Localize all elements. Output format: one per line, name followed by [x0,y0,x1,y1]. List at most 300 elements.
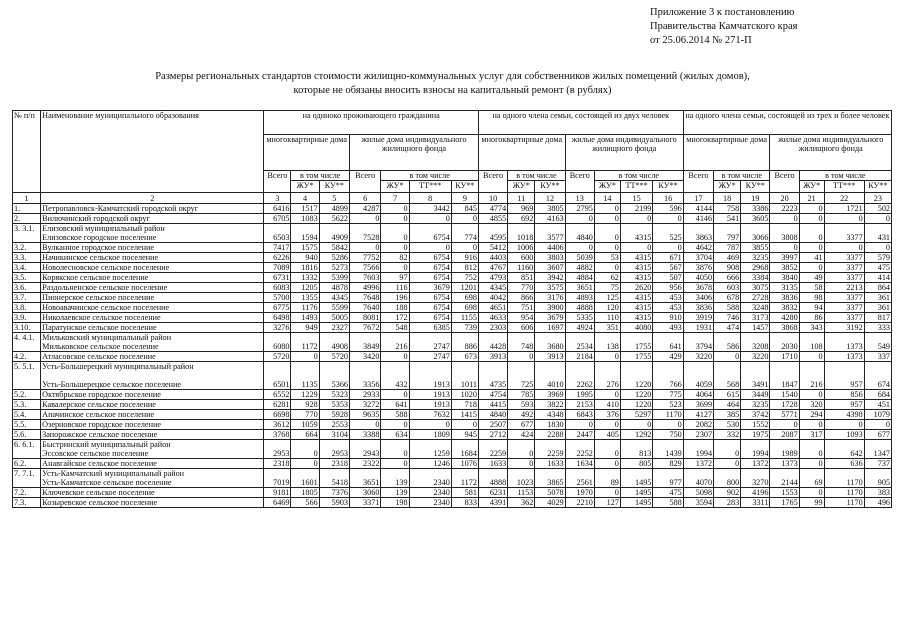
value-cell: 4315 [620,253,653,263]
municipality-name [41,400,264,410]
value-cell: 908 [714,263,741,273]
annex-line-3: от 25.06.2014 № 271-П [650,35,752,46]
municipality-name [41,313,264,323]
value-cell: 405 [594,430,620,440]
value-cell: 5599 [319,303,349,313]
municipality-name-line: Николаевское сельское поселение [42,313,161,322]
value-cell: 0 [508,352,535,362]
value-cell: 3173 [741,313,770,323]
header-zhu: ЖУ* [381,181,409,193]
column-number: 7 [381,193,409,204]
value-cell: 746 [714,313,741,323]
value-cell: 6416 [264,204,291,214]
municipality-name-line: Кавалерское сельское поселение [42,400,156,409]
value-cell: 725 [508,362,535,390]
value-cell: 6754 [409,273,451,283]
value-cell: 0 [594,488,620,498]
value-cell: 1172 [451,469,478,488]
table-row [13,352,892,362]
row-number: 5.4. [13,410,41,420]
value-cell: 5700 [264,293,291,303]
value-cell: 3876 [683,263,713,273]
value-cell: 2728 [741,293,770,303]
column-number: 1 [13,193,41,204]
value-cell: 2322 [350,459,381,469]
municipality-name [41,273,264,283]
value-cell: 2223 [770,204,799,214]
municipality-name-line: Елизовский муниципальный район [42,224,165,233]
municipality-name [41,488,264,498]
value-cell: 1170 [824,488,864,498]
value-cell: 4924 [565,323,594,333]
column-number: 8 [409,193,451,204]
value-cell: 1994 [741,440,770,459]
municipality-name [41,410,264,420]
value-cell: 3852 [770,263,799,273]
value-cell: 7672 [350,323,381,333]
value-cell: 139 [381,469,409,488]
column-number: 14 [594,193,620,204]
value-cell: 3997 [770,253,799,263]
value-cell: 496 [864,498,891,508]
value-cell: 216 [381,333,409,352]
value-cell: 86 [799,313,824,323]
value-cell: 7603 [350,273,381,283]
value-cell: 6385 [409,323,451,333]
value-cell: 474 [714,323,741,333]
municipality-name [41,390,264,400]
value-cell: 3060 [350,488,381,498]
value-cell: 6083 [264,283,291,293]
value-cell: 3913 [535,352,565,362]
value-cell: 748 [508,333,535,352]
value-cell: 6552 [264,390,291,400]
municipality-name-line: Козыревское сельское поселение [42,498,158,507]
value-cell: 1540 [770,390,799,400]
value-cell: 797 [714,224,741,243]
header-ku: КУ** [864,181,891,193]
value-cell: 3607 [535,263,565,273]
value-cell: 0 [381,224,409,243]
row-number: 3. 3.1. [13,224,41,243]
value-cell: 2259 [535,440,565,459]
value-cell: 294 [799,410,824,420]
value-cell: 1913 [409,400,451,410]
value-cell: 940 [291,253,319,263]
value-cell: 4855 [478,214,507,224]
value-cell: 3377 [824,273,864,283]
value-cell: 770 [291,410,319,420]
value-cell: 1913 [409,362,451,390]
value-cell: 4315 [620,263,653,273]
value-cell: 866 [508,293,535,303]
value-cell: 4059 [683,362,713,390]
table-row [13,440,892,459]
value-cell: 1347 [864,440,891,459]
value-cell: 0 [799,214,824,224]
value-cell: 1517 [291,204,319,214]
value-cell: 5720 [319,352,349,362]
value-cell: 6754 [409,313,451,323]
table-row [13,333,892,352]
value-cell: 739 [451,323,478,333]
value-cell: 588 [714,303,741,313]
value-cell: 1495 [620,469,653,488]
value-cell: 4840 [478,410,507,420]
value-cell: 666 [714,273,741,283]
value-cell: 6754 [409,303,451,313]
value-cell: 410 [594,400,620,410]
municipality-name [41,440,264,459]
value-cell: 3377 [824,253,864,263]
value-cell: 588 [653,498,683,508]
value-cell: 0 [291,440,319,459]
value-cell: 1697 [535,323,565,333]
header-zhu: ЖУ* [291,181,319,193]
municipality-name-line: Петропавловск-Камчатский городской округ [42,204,199,213]
value-cell: 110 [594,313,620,323]
value-cell: 1634 [565,459,594,469]
value-cell: 2553 [319,420,349,430]
value-cell: 4315 [620,313,653,323]
value-cell: 579 [864,253,891,263]
value-cell: 0 [770,214,799,224]
municipality-name-line: Паратунское сельское поселение [42,323,157,332]
value-cell: 673 [451,352,478,362]
value-cell: 3742 [741,410,770,420]
value-cell: 2213 [824,283,864,293]
value-cell: 3388 [350,430,381,440]
value-cell: 596 [653,204,683,214]
value-cell: 751 [508,303,535,313]
column-number: 13 [565,193,594,204]
value-cell: 1172 [291,333,319,352]
value-cell: 6503 [264,224,291,243]
value-cell: 0 [799,224,824,243]
value-cell: 3849 [350,333,381,352]
row-number: 5.6. [13,430,41,440]
value-cell: 0 [799,390,824,400]
value-cell: 0 [799,352,824,362]
value-cell: 1259 [409,440,451,459]
value-cell: 4996 [350,283,381,293]
value-cell: 567 [653,263,683,273]
value-cell: 886 [451,333,478,352]
municipality-name-line: Запорожское сельское поселение [42,430,158,439]
value-cell: 568 [714,362,741,390]
row-number: 3.6. [13,283,41,293]
value-cell: 4909 [319,224,349,243]
value-cell: 53 [594,253,620,263]
value-cell: 3371 [350,498,381,508]
header-zhu: ЖУ* [714,181,741,193]
municipality-name-line: Усть-Камчатское сельское поселение [42,478,172,487]
value-cell: 4595 [478,224,507,243]
value-cell: 949 [291,323,319,333]
value-cell: 805 [620,459,653,469]
value-cell: 684 [864,390,891,400]
value-cell: 1023 [508,469,535,488]
value-cell: 7528 [350,224,381,243]
value-cell: 4899 [319,204,349,214]
value-cell: 902 [714,488,741,498]
value-cell: 4196 [741,488,770,498]
header-ku: КУ** [535,181,565,193]
header-incl: в том числе [594,171,683,181]
header-total: Всего [565,171,594,193]
value-cell: 4878 [319,283,349,293]
value-cell: 6775 [264,303,291,313]
value-cell: 3855 [741,243,770,253]
value-cell: 1220 [620,362,653,390]
value-cell: 6731 [264,273,291,283]
value-cell: 1011 [451,362,478,390]
column-number: 19 [741,193,770,204]
municipality-name-line: Эссовское сельское поселение [42,449,149,458]
value-cell: 566 [291,498,319,508]
value-cell: 1006 [508,243,535,253]
table-row [13,243,892,253]
value-cell: 4287 [350,204,381,214]
value-cell: 6705 [264,214,291,224]
value-cell: 829 [653,459,683,469]
value-cell: 1755 [620,333,653,352]
value-cell: 2082 [683,420,713,430]
value-cell: 5297 [620,410,653,420]
value-cell: 928 [291,400,319,410]
value-cell: 188 [381,303,409,313]
row-number: 3.8. [13,303,41,313]
value-cell: 1493 [291,313,319,323]
value-cell: 97 [381,273,409,283]
value-cell: 1970 [565,488,594,498]
value-cell: 3066 [741,224,770,243]
value-cell: 692 [508,214,535,224]
value-cell: 3651 [565,283,594,293]
value-cell: 4888 [478,469,507,488]
value-cell: 1755 [620,352,653,362]
value-cell: 0 [824,243,864,253]
value-cell: 2087 [770,430,799,440]
header-tt: ТТ*** [409,181,451,193]
value-cell: 0 [594,390,620,400]
row-number: 6. 6.1. [13,440,41,459]
value-cell: 3270 [741,469,770,488]
value-cell: 4280 [770,313,799,323]
value-cell: 2943 [350,440,381,459]
value-cell: 2534 [565,333,594,352]
value-cell: 1457 [741,323,770,333]
value-cell: 2953 [319,440,349,459]
value-cell: 671 [653,253,683,263]
value-cell: 5903 [319,498,349,508]
header-mkd-2: многоквартирные дома [478,135,565,171]
value-cell: 3679 [409,283,451,293]
row-number: 4. 4.1. [13,333,41,352]
value-cell: 2620 [620,283,653,293]
value-cell: 1292 [620,430,653,440]
value-cell: 3176 [535,293,565,303]
value-cell: 1994 [683,440,713,459]
municipality-name-line: Раздольненское сельское поселение [42,283,168,292]
value-cell: 800 [714,469,741,488]
value-cell: 4908 [319,333,349,352]
value-cell: 9181 [264,488,291,498]
table-row [13,469,892,488]
header-total: Всего [770,171,799,193]
row-number: 2. [13,214,41,224]
value-cell: 432 [381,362,409,390]
table-row [13,303,892,313]
value-cell: 196 [381,293,409,303]
value-cell: 586 [714,333,741,352]
value-cell: 0 [409,420,451,430]
row-number: 5.5. [13,420,41,430]
value-cell: 75 [594,283,620,293]
value-cell: 5335 [565,313,594,323]
value-cell: 2144 [770,469,799,488]
value-cell: 3575 [535,283,565,293]
value-cell: 954 [508,313,535,323]
table-row [13,430,892,440]
value-cell: 1093 [824,430,864,440]
municipality-name-line: Усть-Большерецкий муниципальный район [42,362,194,371]
value-cell: 451 [864,400,891,410]
value-cell: 0 [594,420,620,430]
value-cell: 812 [451,263,478,273]
value-cell: 1633 [535,459,565,469]
header-ku: КУ** [319,181,349,193]
value-cell: 108 [799,333,824,352]
value-cell: 4315 [620,303,653,313]
value-cell: 1765 [770,498,799,508]
value-cell: 343 [799,323,824,333]
value-cell: 7566 [350,263,381,273]
municipality-name-line: Октябрьское городское поселение [42,390,161,399]
value-cell: 2318 [264,459,291,469]
value-cell: 1684 [451,440,478,459]
value-cell: 2561 [565,469,594,488]
value-cell: 6698 [264,410,291,420]
value-cell: 0 [594,440,620,459]
value-cell: 139 [381,488,409,498]
value-cell: 1155 [451,313,478,323]
column-number: 22 [824,193,864,204]
value-cell: 3377 [824,224,864,243]
value-cell: 581 [451,488,478,498]
value-cell: 0 [799,204,824,214]
value-cell: 0 [565,214,594,224]
value-cell: 172 [381,313,409,323]
value-cell: 3420 [350,352,381,362]
value-cell: 3449 [741,390,770,400]
value-cell: 1220 [620,390,653,400]
value-cell: 5286 [319,253,349,263]
value-cell: 5098 [683,488,713,498]
value-cell: 530 [714,420,741,430]
municipality-name-line: Усть-Камчатский муниципальный район [42,469,185,478]
value-cell: 116 [381,283,409,293]
value-cell: 7376 [319,488,349,498]
municipality-name-line: Мильковский муниципальный район [42,333,172,342]
value-cell: 817 [864,313,891,323]
column-number: 6 [350,193,381,204]
value-cell: 0 [770,243,799,253]
value-cell: 1989 [770,440,799,459]
value-cell: 813 [620,440,653,459]
value-cell: 3808 [770,224,799,243]
value-cell: 1153 [508,488,535,498]
municipality-name [41,204,264,214]
value-cell: 0 [594,214,620,224]
value-cell: 1201 [451,283,478,293]
value-cell: 3651 [350,469,381,488]
value-cell: 7752 [350,253,381,263]
document-title [0,70,905,98]
table-row [13,498,892,508]
value-cell: 969 [508,204,535,214]
column-number: 4 [291,193,319,204]
row-number: 6.2. [13,459,41,469]
value-cell: 1170 [824,469,864,488]
value-cell: 58 [799,283,824,293]
value-cell: 1373 [824,352,864,362]
value-cell: 0 [381,214,409,224]
value-cell: 3969 [535,390,565,400]
value-cell: 3135 [770,283,799,293]
value-cell: 3377 [824,293,864,303]
municipality-name [41,362,264,390]
value-cell: 0 [381,352,409,362]
value-cell: 1373 [824,333,864,352]
value-cell: 1809 [409,430,451,440]
value-cell: 4144 [683,204,713,214]
value-cell: 910 [653,313,683,323]
value-cell: 3832 [770,303,799,313]
value-cell: 677 [864,430,891,440]
value-cell: 3235 [741,253,770,263]
value-cell: 4884 [565,273,594,283]
column-number: 15 [620,193,653,204]
value-cell: 4345 [319,293,349,303]
value-cell: 1975 [741,430,770,440]
value-cell: 99 [799,498,824,508]
value-cell: 3577 [535,224,565,243]
header-num: № п/п [13,111,41,193]
value-cell: 2340 [409,469,451,488]
value-cell: 4406 [535,243,565,253]
value-cell: 0 [824,420,864,430]
value-cell: 3679 [535,313,565,323]
value-cell: 1020 [451,390,478,400]
value-cell: 1594 [291,224,319,243]
value-cell: 320 [799,400,824,410]
value-cell: 0 [770,420,799,430]
value-cell: 5771 [770,410,799,420]
title-line-2: которые не обязаны вносить взносы на капитальный ремонт (в рублях) [293,85,612,96]
value-cell: 0 [565,243,594,253]
value-cell: 752 [451,273,478,283]
column-number: 20 [770,193,799,204]
row-number: 1. [13,204,41,214]
value-cell: 475 [864,263,891,273]
value-cell: 4315 [620,224,653,243]
value-cell: 4893 [565,293,594,303]
value-cell: 49 [799,273,824,283]
value-cell: 6226 [264,253,291,263]
value-cell: 698 [451,293,478,303]
municipality-name-line [42,371,262,380]
